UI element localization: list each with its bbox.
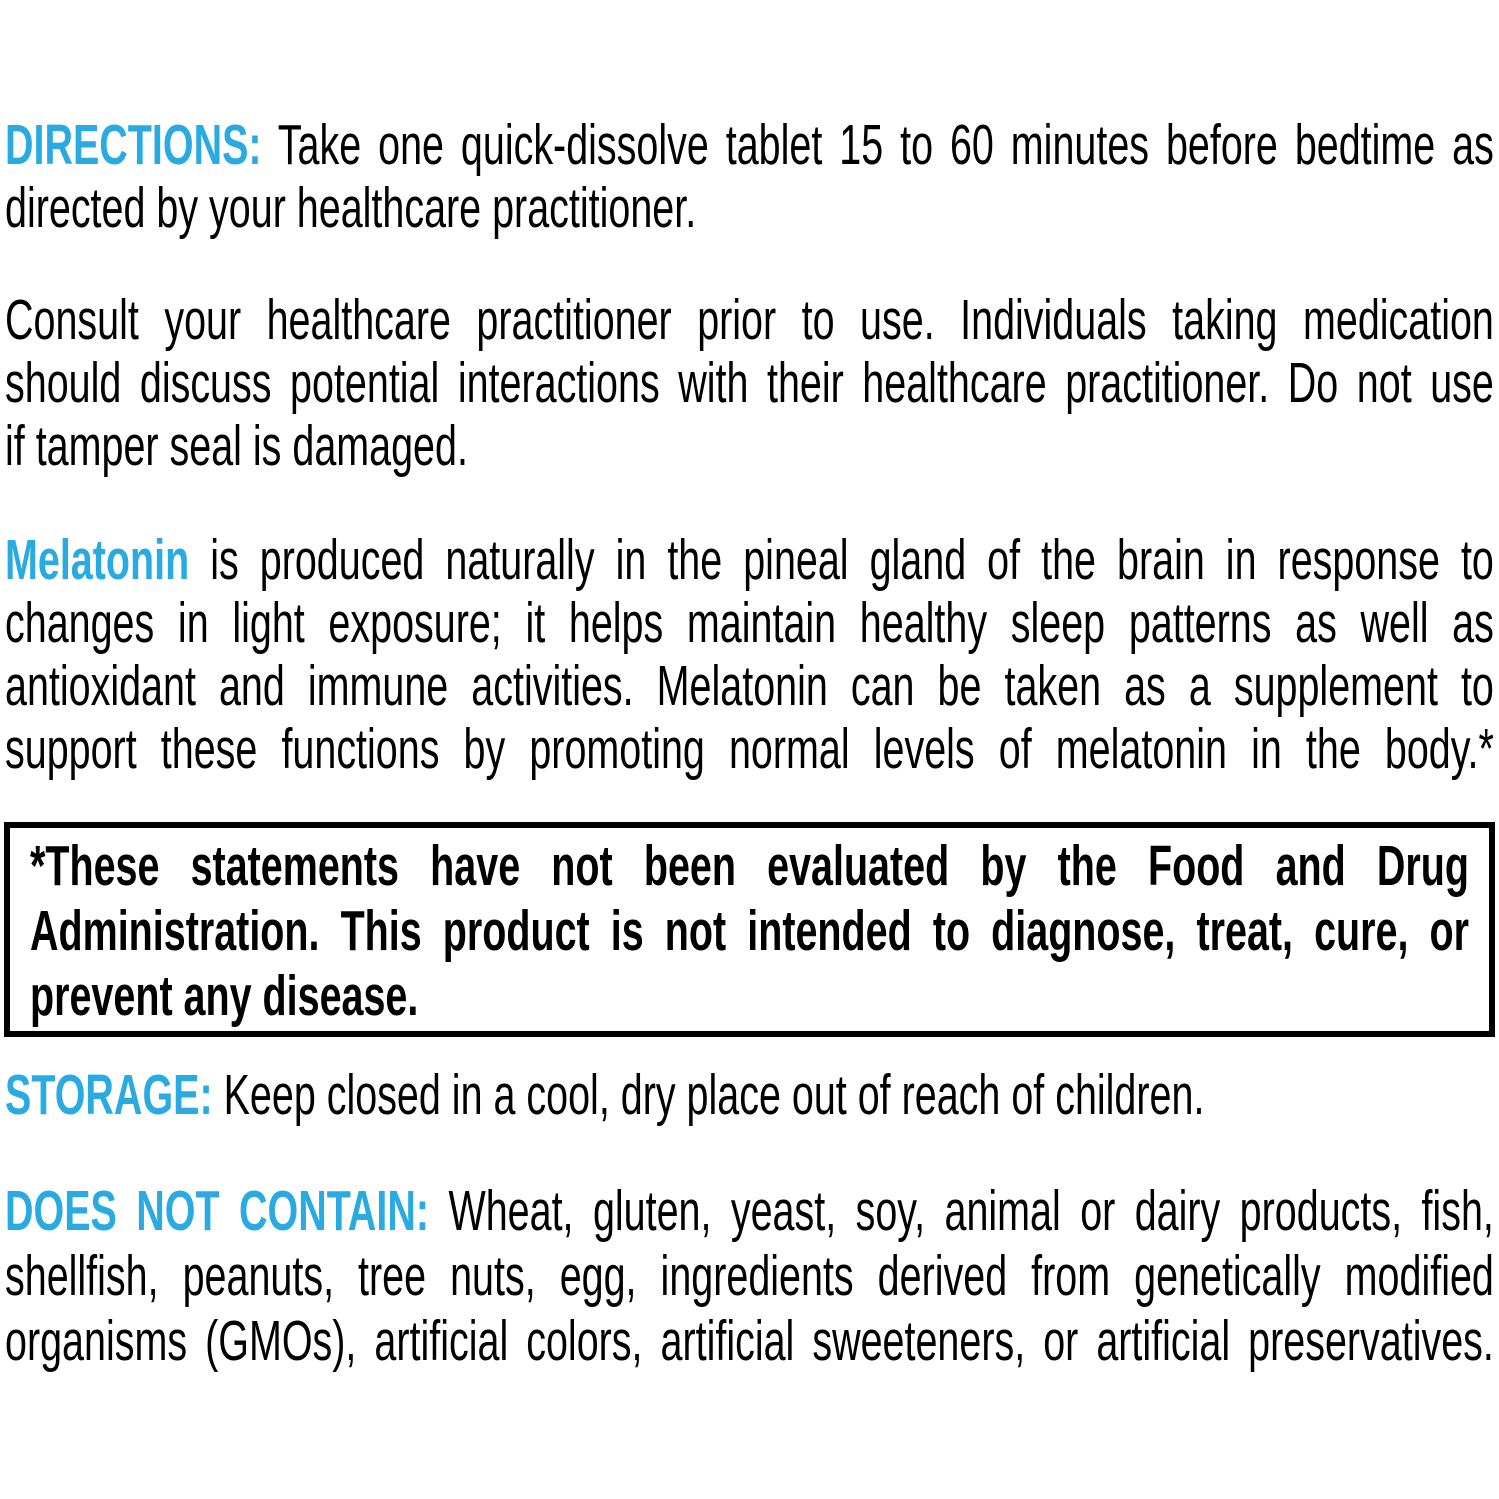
- storage-paragraph: [5, 1064, 1494, 1127]
- line-text: *These statements have not been evaluated by the Food and Drug: [30, 834, 1470, 898]
- text-line: [30, 899, 1469, 964]
- text-line: [30, 964, 1469, 1029]
- text-line: [5, 352, 1494, 415]
- line-text: support these functions by promoting normal levels of melatonin in the body.*: [5, 717, 1494, 781]
- text-line: [5, 1064, 1494, 1127]
- line-text: organisms (GMOs), artificial colors, artificial sweeteners, or artificial preservatives.: [5, 1309, 1494, 1373]
- line-text: changes in light exposure; it helps maintain healthy sleep patterns as well as: [5, 591, 1494, 655]
- text-line: [5, 177, 1494, 240]
- text-line: [5, 289, 1494, 352]
- fda-disclaimer-paragraph: [30, 834, 1469, 1029]
- text-line: [5, 592, 1494, 655]
- line-text: Administration. This product is not intended to diagnose, treat, cure, or: [30, 899, 1470, 963]
- directions-paragraph: [5, 114, 1494, 240]
- directions-heading: DIRECTIONS:: [5, 113, 262, 177]
- melatonin-paragraph: [5, 529, 1494, 781]
- text-line: [5, 415, 1494, 478]
- text-line: [5, 1309, 1494, 1374]
- text-line: [5, 718, 1494, 781]
- line-text: Wheat, gluten, yeast, soy, animal or dairy products, fish,: [429, 1179, 1494, 1243]
- line-text: antioxidant and immune activities. Melatonin can be taken as a supplement to: [5, 654, 1494, 718]
- line-text: Take one quick-dissolve tablet 15 to 60 minutes before bedtime as: [261, 113, 1494, 177]
- text-line: [5, 114, 1494, 177]
- does-not-contain-paragraph: [5, 1179, 1494, 1374]
- line-text: should discuss potential interactions with their healthcare practitioner. Do not use: [5, 351, 1494, 415]
- fda-disclaimer-box: [4, 822, 1495, 1037]
- storage-heading: STORAGE:: [5, 1063, 213, 1127]
- text-line: [5, 655, 1494, 718]
- line-text: Consult your healthcare practitioner prior to use. Individuals taking medication: [5, 288, 1494, 352]
- line-text: if tamper seal is damaged.: [5, 414, 468, 478]
- line-text: Keep closed in a cool, dry place out of reach of children.: [212, 1063, 1205, 1127]
- text-line: [30, 834, 1469, 899]
- line-text: is produced naturally in the pineal gland of the brain in response to: [189, 528, 1494, 592]
- text-line: [5, 1179, 1494, 1244]
- line-text: shellfish, peanuts, tree nuts, egg, ingredients derived from genetically modified: [5, 1244, 1494, 1308]
- consult-paragraph: [5, 289, 1494, 478]
- line-text: directed by your healthcare practitioner.: [5, 176, 697, 240]
- text-line: [5, 1244, 1494, 1309]
- does-not-contain-heading: DOES NOT CONTAIN:: [5, 1179, 430, 1243]
- text-line: [5, 529, 1494, 592]
- melatonin-heading: Melatonin: [5, 528, 190, 592]
- line-text: prevent any disease.: [30, 964, 419, 1028]
